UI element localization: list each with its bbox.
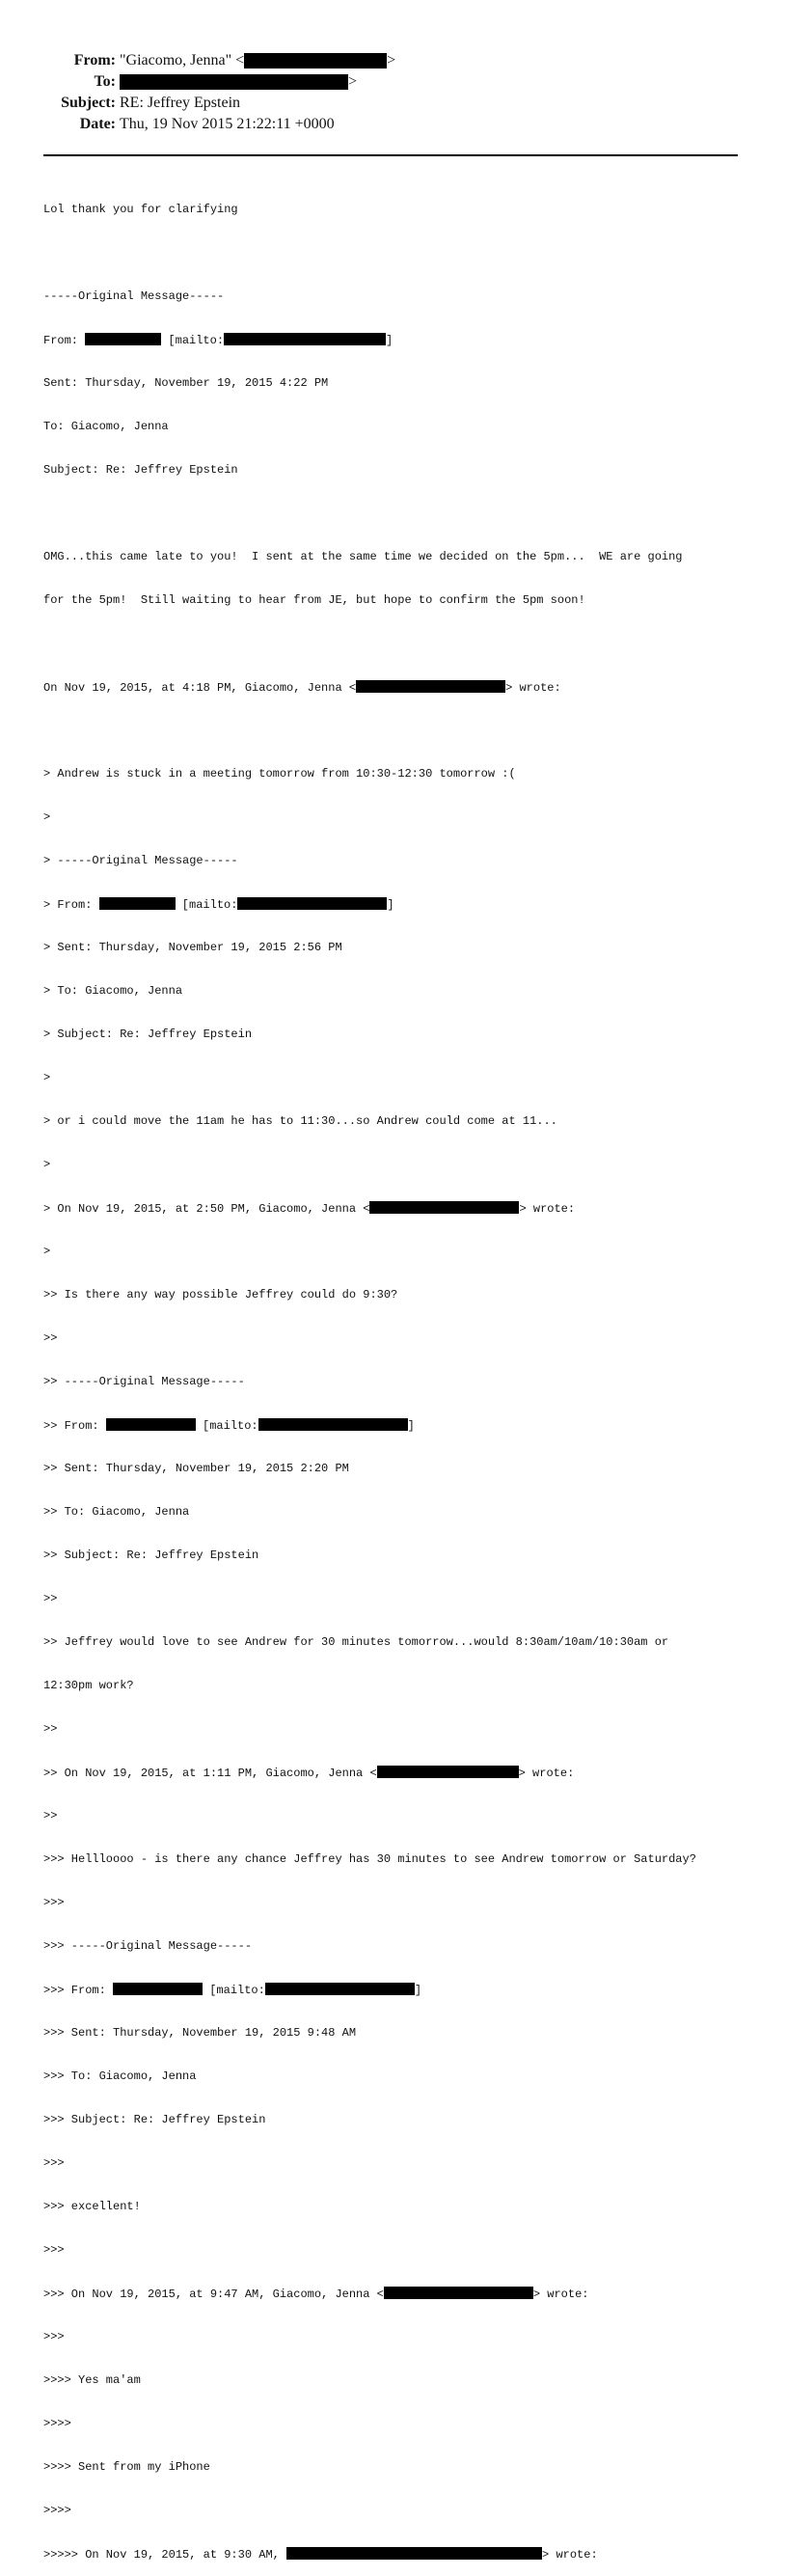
- body-line: > -----Original Message-----: [43, 854, 238, 867]
- body-line: >>>: [43, 2156, 65, 2170]
- body-line: >>> -----Original Message-----: [43, 1939, 253, 1953]
- body-line: >>>: [43, 1896, 65, 1909]
- body-line: >> From: [mailto: ]: [43, 1419, 415, 1433]
- date-label: Date:: [79, 116, 116, 132]
- redaction-block: [106, 1418, 196, 1431]
- email-body: [43, 174, 757, 2576]
- from-value: "Giacomo, Jenna" < >: [120, 52, 396, 69]
- body-line: >>>> Sent from my iPhone: [43, 2460, 210, 2474]
- body-line: OMG...this came late to you! I sent at the same time we decided on the 5pm... WE are going: [43, 550, 683, 563]
- date-value: Thu, 19 Nov 2015 21:22:11 +0000: [120, 116, 335, 132]
- blank-line: [43, 724, 757, 738]
- redaction-block: [384, 2287, 533, 2299]
- blank-line: [43, 246, 757, 260]
- body-line: >>: [43, 1809, 58, 1822]
- body-line: >>>>> On Nov 19, 2015, at 9:30 AM, > wrote:: [43, 2548, 598, 2562]
- from-label: From:: [73, 52, 116, 69]
- body-line: > To: Giacomo, Jenna: [43, 984, 183, 998]
- to-label: To:: [94, 73, 116, 90]
- to-value: >: [120, 72, 357, 92]
- subject-value: RE: Jeffrey Epstein: [120, 95, 241, 111]
- body-line: From: [mailto: ]: [43, 334, 394, 347]
- redaction-block: [356, 680, 505, 693]
- body-line: Subject: Re: Jeffrey Epstein: [43, 463, 238, 477]
- blank-line: [43, 507, 757, 521]
- body-line: for the 5pm! Still waiting to hear from JE, but hope to confirm the 5pm soon!: [43, 593, 585, 607]
- redaction-block: [99, 897, 176, 910]
- body-line: >: [43, 1245, 51, 1258]
- body-line: Sent: Thursday, November 19, 2015 4:22 PM: [43, 376, 329, 390]
- body-line: >> Subject: Re: Jeffrey Epstein: [43, 1548, 259, 1562]
- body-line: > Subject: Re: Jeffrey Epstein: [43, 1028, 253, 1041]
- body-line: >> Is there any way possible Jeffrey could do 9:30?: [43, 1288, 398, 1302]
- redaction-block: [113, 1983, 203, 1995]
- blank-line: [43, 637, 757, 651]
- body-line: >>: [43, 1722, 58, 1736]
- body-line: >> Sent: Thursday, November 19, 2015 2:20 PM: [43, 1462, 349, 1475]
- body-line: >>> excellent!: [43, 2200, 141, 2213]
- redaction-block: [237, 897, 387, 910]
- header-divider: [43, 154, 738, 156]
- body-line: >> On Nov 19, 2015, at 1:11 PM, Giacomo, Jenna < > wrote:: [43, 1767, 575, 1780]
- body-line: >> -----Original Message-----: [43, 1375, 245, 1388]
- body-line: >> Jeffrey would love to see Andrew for 30 minutes tomorrow...would 8:30am/10am/10:30am or: [43, 1635, 669, 1649]
- subject-label: Subject:: [61, 95, 116, 111]
- body-line: >>> From: [mailto: ]: [43, 1984, 422, 1997]
- body-line: >: [43, 810, 51, 824]
- body-line: > Sent: Thursday, November 19, 2015 2:56 PM: [43, 941, 342, 954]
- body-line: >>> On Nov 19, 2015, at 9:47 AM, Giacomo, Jenna < > wrote:: [43, 2288, 589, 2301]
- body-line: On Nov 19, 2015, at 4:18 PM, Giacomo, Jenna < > wrote:: [43, 681, 561, 695]
- body-line: >>>: [43, 2330, 65, 2343]
- redaction-block: [369, 1201, 519, 1214]
- body-line: To: Giacomo, Jenna: [43, 420, 169, 433]
- body-line: > From: [mailto: ]: [43, 898, 394, 912]
- body-line: > On Nov 19, 2015, at 2:50 PM, Giacomo, Jenna < > wrote:: [43, 1202, 576, 1216]
- body-line: >>>>: [43, 2417, 71, 2430]
- redaction-block: [377, 1766, 519, 1778]
- body-line: >>: [43, 1592, 58, 1605]
- body-line: >: [43, 1158, 51, 1171]
- redaction-block: [224, 333, 386, 345]
- body-line: > Andrew is stuck in a meeting tomorrow from 10:30-12:30 tomorrow :(: [43, 767, 516, 781]
- redaction-block: [244, 53, 387, 69]
- redaction-block: [85, 333, 161, 345]
- body-line: >>>> Yes ma'am: [43, 2373, 141, 2387]
- redaction-block: [265, 1983, 415, 1995]
- redaction-block: [120, 74, 348, 90]
- body-line: Lol thank you for clarifying: [43, 203, 238, 216]
- body-line: >>>>: [43, 2504, 71, 2517]
- redaction-block: [286, 2547, 542, 2560]
- body-line: >: [43, 1071, 51, 1084]
- redaction-block: [258, 1418, 408, 1431]
- body-line: >>> Sent: Thursday, November 19, 2015 9:48 AM: [43, 2026, 357, 2040]
- body-line: >>: [43, 1331, 58, 1345]
- body-line: >> To: Giacomo, Jenna: [43, 1505, 190, 1519]
- body-line: > or i could move the 11am he has to 11:30...so Andrew could come at 11...: [43, 1114, 557, 1128]
- body-line: >>> Hellloooo - is there any chance Jeffrey has 30 minutes to see Andrew tomorrow or Saturday?: [43, 1852, 696, 1866]
- body-line: 12:30pm work?: [43, 1679, 134, 1692]
- body-line: >>> Subject: Re: Jeffrey Epstein: [43, 2113, 266, 2126]
- body-line: -----Original Message-----: [43, 289, 225, 303]
- body-line: >>> To: Giacomo, Jenna: [43, 2069, 197, 2083]
- body-line: >>>: [43, 2243, 65, 2257]
